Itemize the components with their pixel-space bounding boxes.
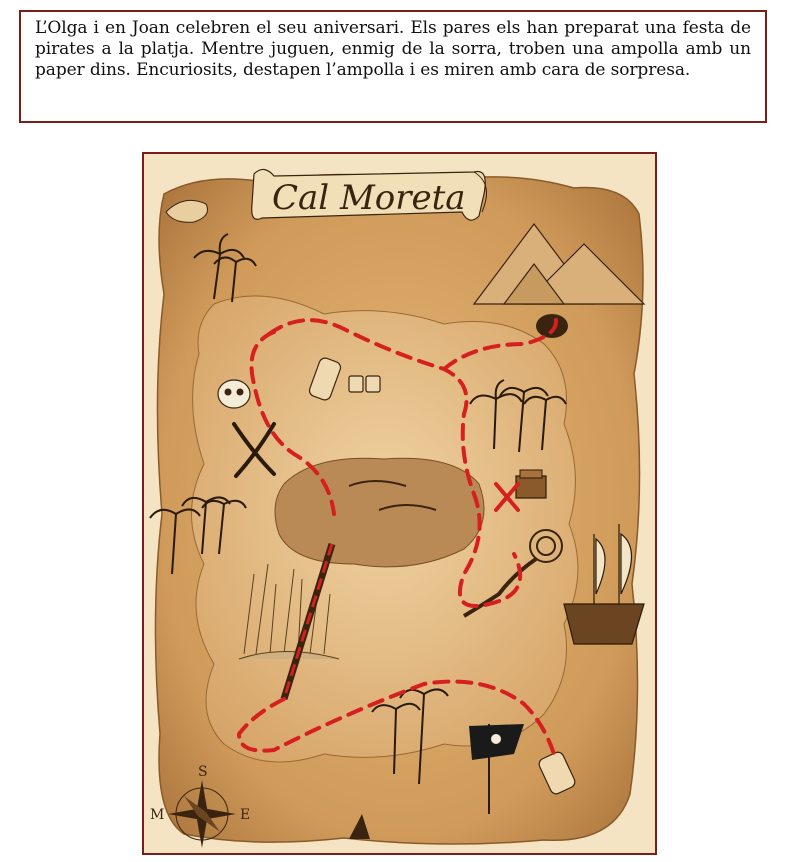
treasure-map: [142, 152, 657, 855]
compass-north-label: S: [198, 764, 208, 780]
lake: [275, 458, 484, 567]
story-text: L’Olga i en Joan celebren el seu aniversari. Els pares els han preparat una festa de pirates a la platja. Mentre juguen, enmig de la sorra, troben una ampolla amb un paper dins. Encuriosits, destapen l’ampolla i es miren amb cara de sorpresa.: [35, 18, 751, 80]
map-title: Cal Moreta: [272, 178, 466, 218]
treasure-map-illustration: [144, 154, 655, 853]
story-box: [19, 10, 767, 123]
treasure-chest: [516, 470, 546, 498]
compass-east-label: E: [240, 807, 251, 823]
compass-west-label: M: [150, 807, 165, 823]
cave: [536, 314, 568, 338]
skull: [218, 380, 250, 408]
scroll-banner: [252, 169, 487, 220]
